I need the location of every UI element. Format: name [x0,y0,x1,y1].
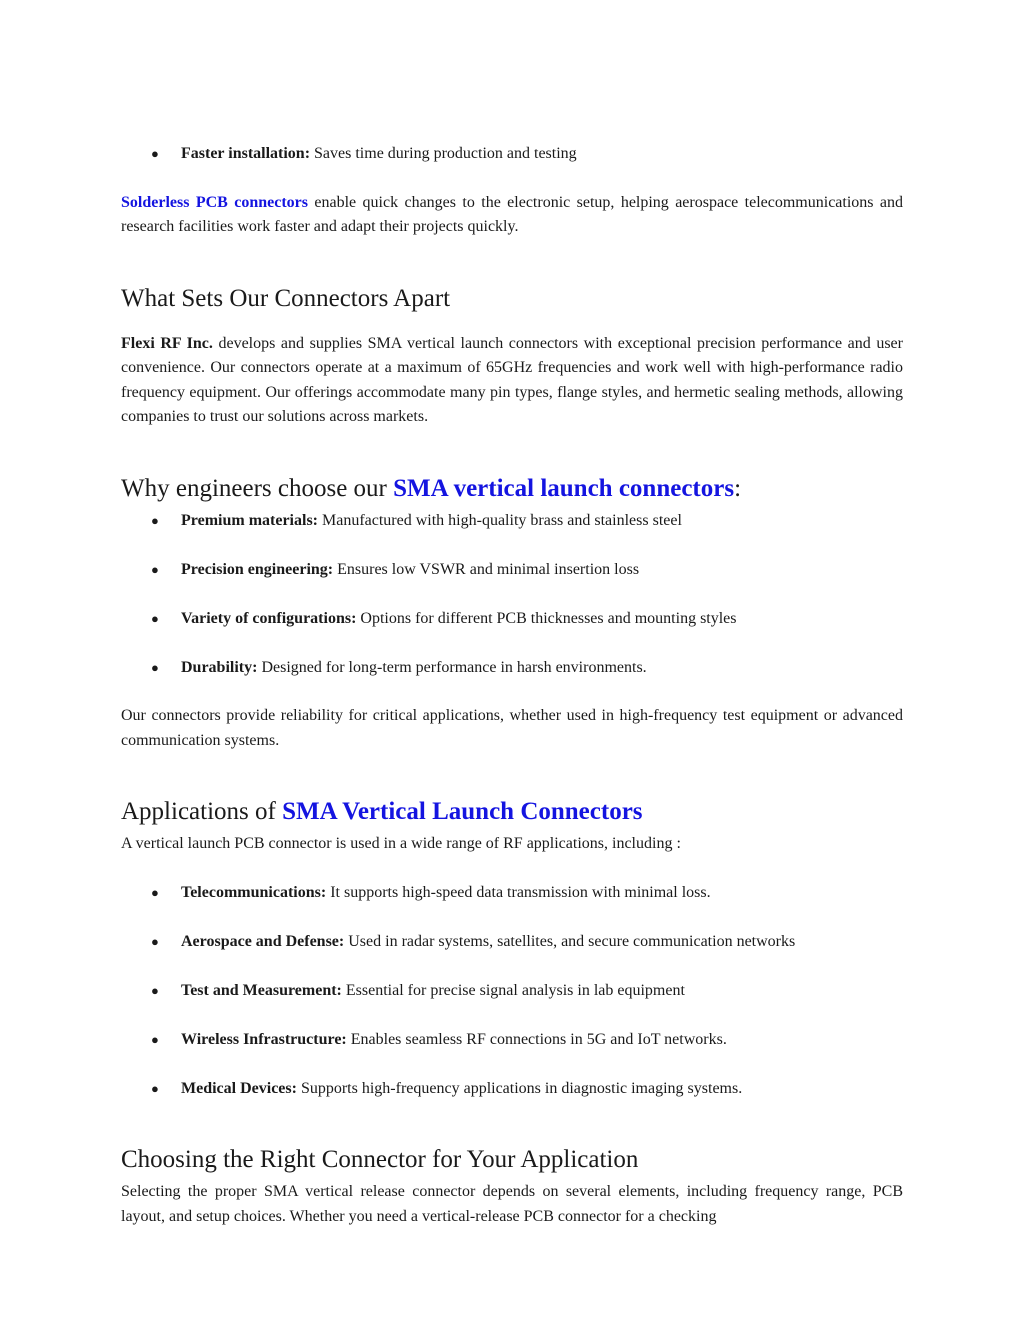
sma-vertical-launch-link[interactable]: SMA vertical launch connectors [393,474,735,502]
item-lead: Variety of configurations: [181,609,357,627]
list-item [121,1077,903,1102]
item-lead: Premium materials: [181,511,318,529]
list-item [121,509,903,534]
item-text: Enables seamless RF connections in 5G and IoT networks. [346,1030,727,1048]
bullet-icon: ● [151,1031,159,1047]
sma-vertical-launch-connectors-link[interactable]: SMA Vertical Launch Connectors [282,798,643,825]
item-text: Manufactured with high-quality brass and stainless steel [318,511,682,529]
heading-suffix: : [734,474,742,502]
item-lead: Durability: [181,658,258,676]
bullet-icon: ● [151,512,159,528]
item-lead: Telecommunications: [181,883,327,901]
solderless-pcb-link[interactable]: Solderless PCB connectors [121,193,308,211]
paragraph-text: develops and supplies SMA vertical launch connectors with exceptional precision performance and user convenience. Our connectors operate at a maximum of 65GHz frequencies and work well with high-performance radio frequency equipment. Our offerings accommodate many pin types, flange styles, and hermetic sealing methods, allowing companies to trust our solutions across markets. [121,334,903,425]
item-text: Ensures low VSWR and minimal insertion loss [333,560,640,578]
heading-text: Why engineers choose our [121,474,394,502]
applications-intro: A vertical launch PCB connector is used in a wide range of RF applications, including : [121,835,681,852]
bullet-icon: ● [151,659,159,675]
heading-why-engineers [121,473,903,505]
heading-applications [121,796,903,828]
company-name: Flexi RF Inc. [121,334,213,352]
reliability-paragraph: Our connectors provide reliability for critical applications, whether used in high-frequency test equipment or advanced communication systems. [121,707,903,749]
list-item [121,142,903,167]
intro-bullet-list [121,142,903,167]
bullet-icon: ● [151,146,159,161]
list-item [121,1028,903,1053]
list-item [121,656,903,681]
list-item [121,607,903,632]
item-lead: Test and Measurement: [181,981,342,999]
item-text: It supports high-speed data transmission with minimal loss. [326,883,711,901]
item-lead: Medical Devices: [181,1079,297,1097]
page-content [121,142,903,1229]
bullet-icon: ● [151,884,159,900]
item-text: Essential for precise signal analysis in lab equipment [341,981,685,999]
bullet-icon: ● [151,561,159,577]
item-text: Designed for long-term performance in harsh environments. [257,658,647,676]
heading-choosing-connector: Choosing the Right Connector for Your Application [121,1146,639,1173]
bullet-icon: ● [151,982,159,998]
item-lead: Wireless Infrastructure: [181,1030,347,1048]
company-paragraph [121,332,903,430]
item-text: Saves time during production and testing [310,145,577,162]
list-item [121,881,903,906]
item-text: Options for different PCB thicknesses and mounting styles [356,609,737,627]
bullet-icon: ● [151,1080,159,1096]
list-item [121,930,903,955]
bullet-icon: ● [151,933,159,949]
item-lead: Aerospace and Defense: [181,932,345,950]
item-lead: Precision engineering: [181,560,334,578]
heading-what-sets-apart: What Sets Our Connectors Apart [121,284,451,312]
list-item [121,558,903,583]
choosing-paragraph: Selecting the proper SMA vertical release connector depends on several elements, including frequency range, PCB layout, and setup choices. Whether you need a vertical-release PCB connector for a checking [121,1183,903,1225]
applications-list [121,881,903,1102]
item-lead: Faster installation: [181,145,311,162]
solderless-paragraph [121,191,903,240]
paragraph-text: enable quick changes to the electronic setup, helping aerospace telecommunications and research facilities work faster and adapt their projects quickly. [121,193,904,235]
why-list [121,509,903,681]
list-item [121,979,903,1004]
bullet-icon: ● [151,610,159,626]
item-text: Supports high-frequency applications in diagnostic imaging systems. [296,1079,743,1097]
item-text: Used in radar systems, satellites, and secure communication networks [344,932,796,950]
heading-text: Applications of [121,798,283,825]
